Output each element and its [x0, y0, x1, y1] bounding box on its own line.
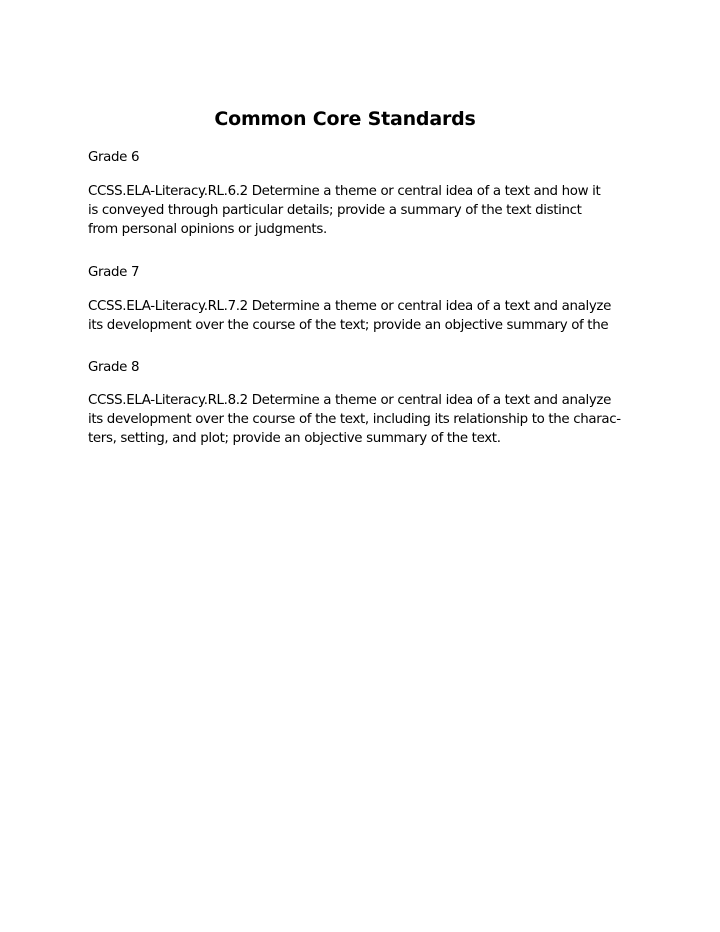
standard-line: its development over the course of the text; provide an objective summary of the [88, 318, 609, 333]
standard-line: is conveyed through particular details; provide a summary of the text distinct [88, 203, 582, 218]
grade-6-heading: Grade 6 [88, 150, 140, 165]
standard-line: CCSS.ELA-Literacy.RL.6.2 Determine a theme or central idea of a text and how it [88, 184, 601, 199]
grade-6-standard [88, 182, 648, 239]
page-title: Common Core Standards [214, 108, 476, 130]
grade-8-heading: Grade 8 [88, 360, 140, 375]
grade-7-standard [88, 297, 648, 335]
grade-8-standard [88, 391, 648, 448]
standard-line: from personal opinions or judgments. [88, 222, 327, 237]
standard-line: CCSS.ELA-Literacy.RL.7.2 Determine a theme or central idea of a text and analyze [88, 299, 611, 314]
standard-line: ters, setting, and plot; provide an objective summary of the text. [88, 431, 501, 446]
standard-line: CCSS.ELA-Literacy.RL.8.2 Determine a theme or central idea of a text and analyze [88, 393, 611, 408]
standard-line: its development over the course of the text, including its relationship to the charac- [88, 412, 621, 427]
grade-7-heading: Grade 7 [88, 265, 140, 280]
